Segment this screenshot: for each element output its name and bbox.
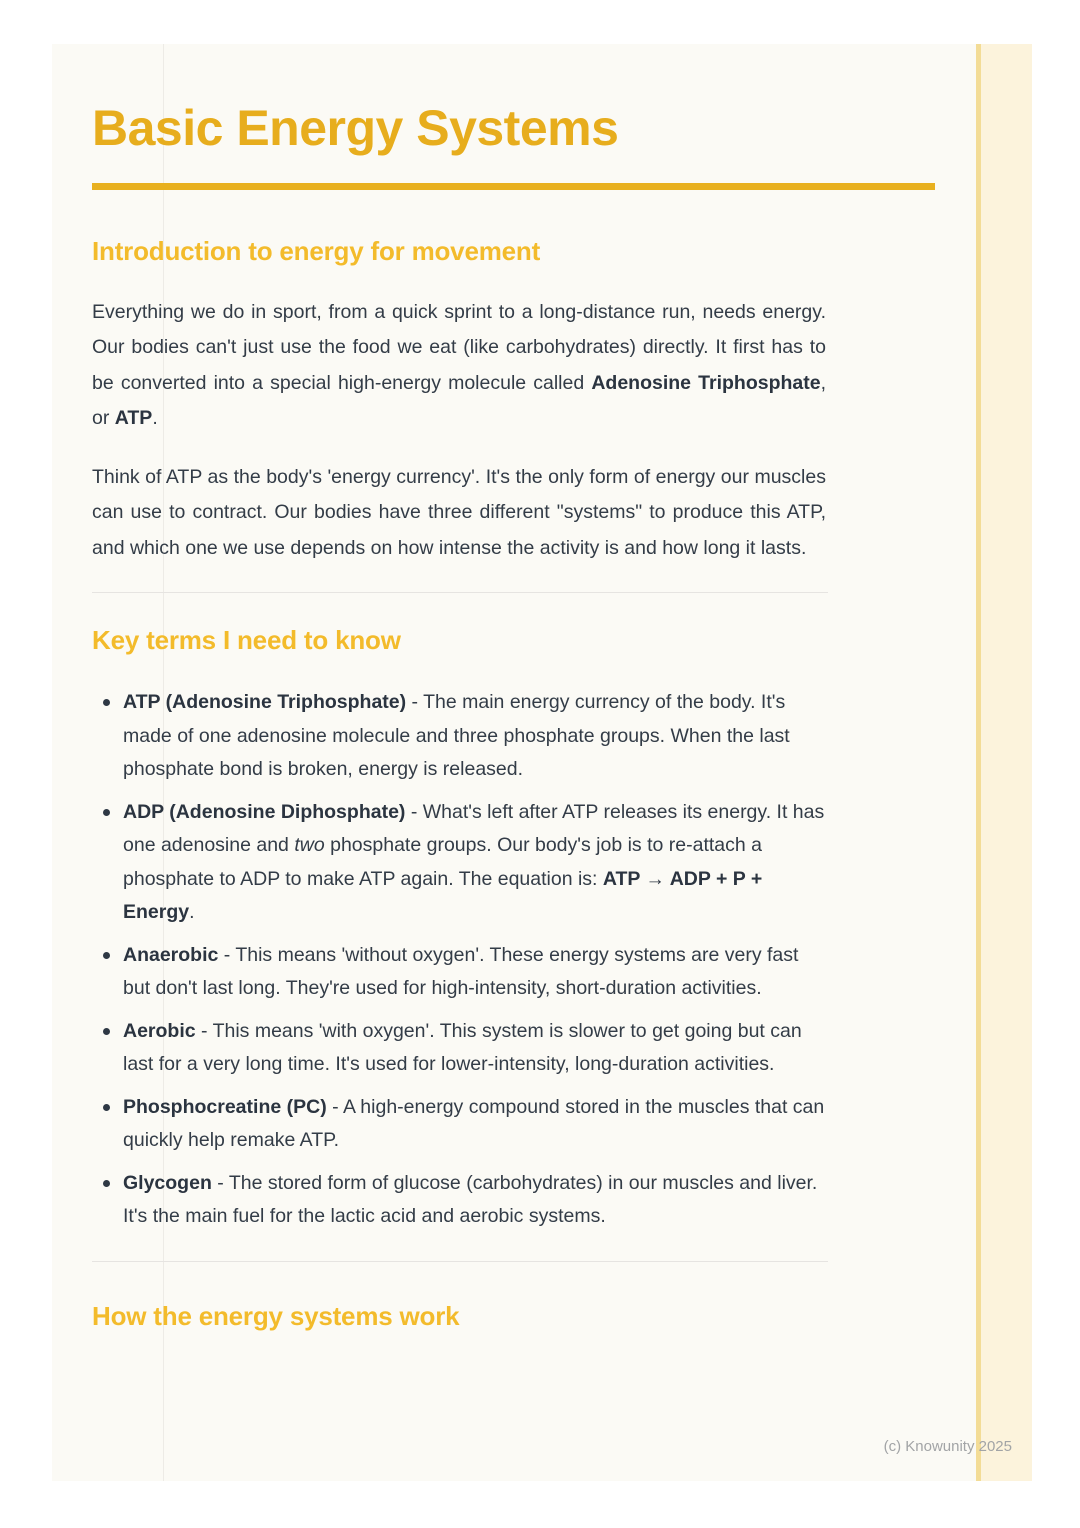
- intro-paragraph-1: [92, 295, 826, 437]
- term-bold: ADP (Adenosine Diphosphate): [123, 800, 406, 823]
- list-item-adp: [92, 796, 826, 930]
- list-item-aerobic: [92, 1015, 826, 1082]
- term-bold: ATP (Adenosine Triphosphate): [123, 691, 407, 714]
- notes-page-card: [52, 44, 1032, 1481]
- term-definition-2: phosphate groups. Our body's job is to re-attach a phosphate to ADP to make ATP again. The equation is:: [123, 834, 762, 890]
- page-title: Basic Energy Systems: [92, 100, 619, 156]
- title-underline-rule: [92, 183, 935, 190]
- key-terms-list: [92, 686, 826, 1234]
- intro-p1-text-2: , or: [92, 371, 827, 430]
- section-heading-introduction: Introduction to energy for movement: [92, 236, 541, 266]
- term-definition-end: .: [189, 901, 195, 924]
- list-item-anaerobic: [92, 939, 826, 1006]
- section-divider: [92, 1261, 828, 1262]
- term-bold: Glycogen: [123, 1171, 212, 1194]
- term-bold: Anaerobic: [123, 943, 219, 966]
- section-heading-how-systems-work: How the energy systems work: [92, 1300, 460, 1331]
- term-italic-two: two: [294, 834, 325, 857]
- section-divider: [92, 592, 828, 593]
- term-definition: - What's left after ATP releases its energy. It has one adenosine and: [123, 800, 825, 857]
- term-definition: - This means 'with oxygen'. This system is slower to get going but can last for a very long time. It's used for lower-intensity, long-duration activities.: [123, 1019, 802, 1076]
- term-definition: - The main energy currency of the body. It's made of one adenosine molecule and three phosphate groups. When the last phosphate bond is broken, energy is released.: [123, 691, 790, 781]
- section-heading-key-terms: Key terms I need to know: [92, 625, 401, 656]
- term-bold: Aerobic: [123, 1019, 196, 1042]
- intro-p1-bold-atp: ATP: [114, 407, 153, 430]
- copyright-watermark: (c) Knowunity 2025: [883, 1438, 1012, 1455]
- term-bold: Phosphocreatine (PC): [123, 1095, 327, 1118]
- term-equation-bold: ATP → ADP + P + Energy: [123, 867, 763, 924]
- intro-p1-text: Everything we do in sport, from a quick sprint to a long-distance run, needs energy. Our bodies can't just use the food we eat (like carbohydrates) directly. It first has to be converted into a special high-energy molecule called: [92, 300, 826, 394]
- notebook-edge-strip: [976, 44, 1032, 1481]
- term-definition: - This means 'without oxygen'. These energy systems are very fast but don't last long. They're used for high-intensity, short-duration activities.: [123, 943, 799, 1000]
- list-item-phosphocreatine: [92, 1091, 826, 1158]
- intro-p1-text-3: .: [152, 407, 158, 430]
- list-item-glycogen: [92, 1167, 826, 1234]
- list-item-atp: [92, 686, 826, 787]
- page-content: [92, 44, 826, 1332]
- term-definition: - A high-energy compound stored in the muscles that can quickly help remake ATP.: [123, 1095, 825, 1152]
- intro-p1-bold-adenosine: Adenosine Triphosphate: [591, 371, 821, 394]
- intro-paragraph-2: Think of ATP as the body's 'energy currency'. It's the only form of energy our muscles can use to contract. Our bodies have three different "systems" to produce this ATP, and which one we use depends on how intense the activity is and how long it lasts.: [92, 465, 826, 559]
- term-definition: - The stored form of glucose (carbohydrates) in our muscles and liver. It's the main fuel for the lactic acid and aerobic systems.: [123, 1171, 818, 1228]
